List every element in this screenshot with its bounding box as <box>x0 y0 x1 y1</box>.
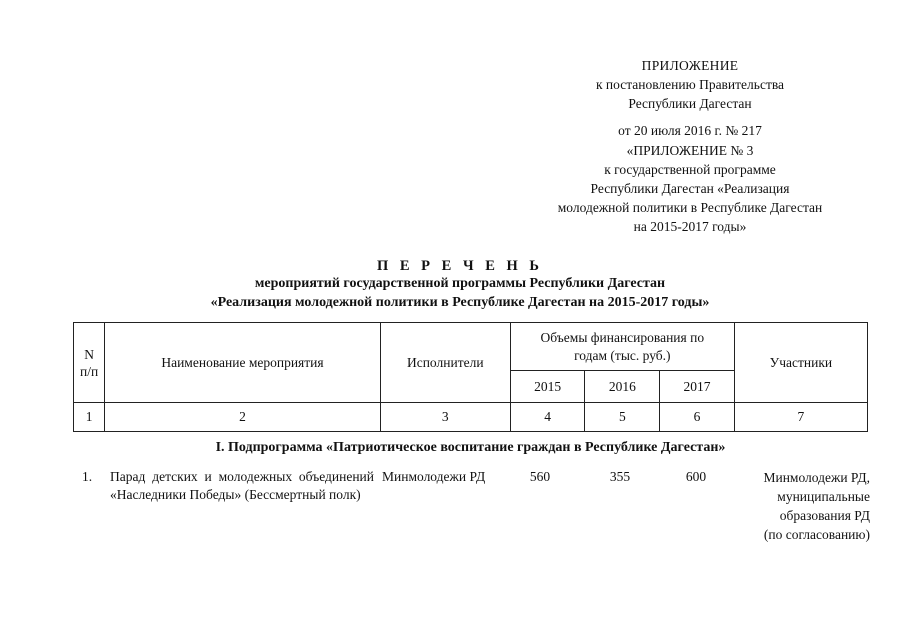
header-year: 2017 <box>660 371 735 403</box>
participant-line: муниципальные <box>777 489 870 504</box>
column-number: 2 <box>105 403 380 432</box>
row-funding-2015: 560 <box>529 469 551 484</box>
row-executor: Минмолодежи РД <box>382 469 486 484</box>
header-number-line: N <box>84 346 94 362</box>
column-number: 5 <box>585 403 660 432</box>
row-funding-2017: 600 <box>685 469 707 484</box>
row-funding-2016: 355 <box>609 469 631 484</box>
document-subtitle: «Реализация молодежной политики в Республике Дагестан на 2015-2017 годы» <box>210 295 710 310</box>
appendix-line: к постановлению Правительства <box>595 77 785 92</box>
appendix-line: к государственной программе <box>604 162 776 177</box>
appendix-block-program <box>520 141 860 236</box>
measures-table <box>73 322 868 432</box>
column-number: 7 <box>734 403 867 432</box>
participant-line: образования РД <box>779 508 870 523</box>
header-executors: Исполнители <box>380 323 510 403</box>
header-participants: Участники <box>734 323 867 403</box>
appendix-line: на 2015-2017 годы» <box>633 219 747 234</box>
decree-date: от 20 июля 2016 г. № 217 <box>618 123 762 138</box>
participant-line: Минмолодежи РД, <box>763 470 870 485</box>
table-header-row <box>74 323 868 371</box>
participant-line: (по согласованию) <box>763 527 870 542</box>
header-year: 2016 <box>585 371 660 403</box>
row-participants <box>720 468 870 544</box>
header-funding: Объемы финансирования по годам (тыс. руб.) <box>510 323 734 371</box>
row-measure-name: Парад детских и молодежных объединений «Наследники Победы» (Бессмертный полк) <box>110 469 374 502</box>
appendix-line: Республики Дагестан <box>628 96 752 111</box>
header-number-line: п/п <box>80 363 99 379</box>
column-number: 1 <box>74 403 105 432</box>
header-name: Наименование мероприятия <box>105 323 380 403</box>
header-number <box>74 323 105 403</box>
column-number: 4 <box>510 403 585 432</box>
appendix-3-title: «ПРИЛОЖЕНИЕ № 3 <box>626 143 754 158</box>
row-number: 1. <box>82 469 93 484</box>
document-title: П Е Р Е Ч Е Н Ь <box>376 258 544 274</box>
column-number: 3 <box>380 403 510 432</box>
section-title: I. Подпрограмма «Патриотическое воспитание граждан в Республике Дагестан» <box>215 440 726 455</box>
header-year: 2015 <box>510 371 585 403</box>
document-subtitle: мероприятий государственной программы Республики Дагестан <box>254 276 666 291</box>
appendix-line: молодежной политики в Республике Дагестан <box>557 200 823 215</box>
appendix-block-government-decree <box>520 56 860 140</box>
column-number: 6 <box>660 403 735 432</box>
appendix-title: ПРИЛОЖЕНИЕ <box>641 58 739 73</box>
appendix-line: Республики Дагестан «Реализация <box>590 181 790 196</box>
column-numbers-row <box>74 403 868 432</box>
